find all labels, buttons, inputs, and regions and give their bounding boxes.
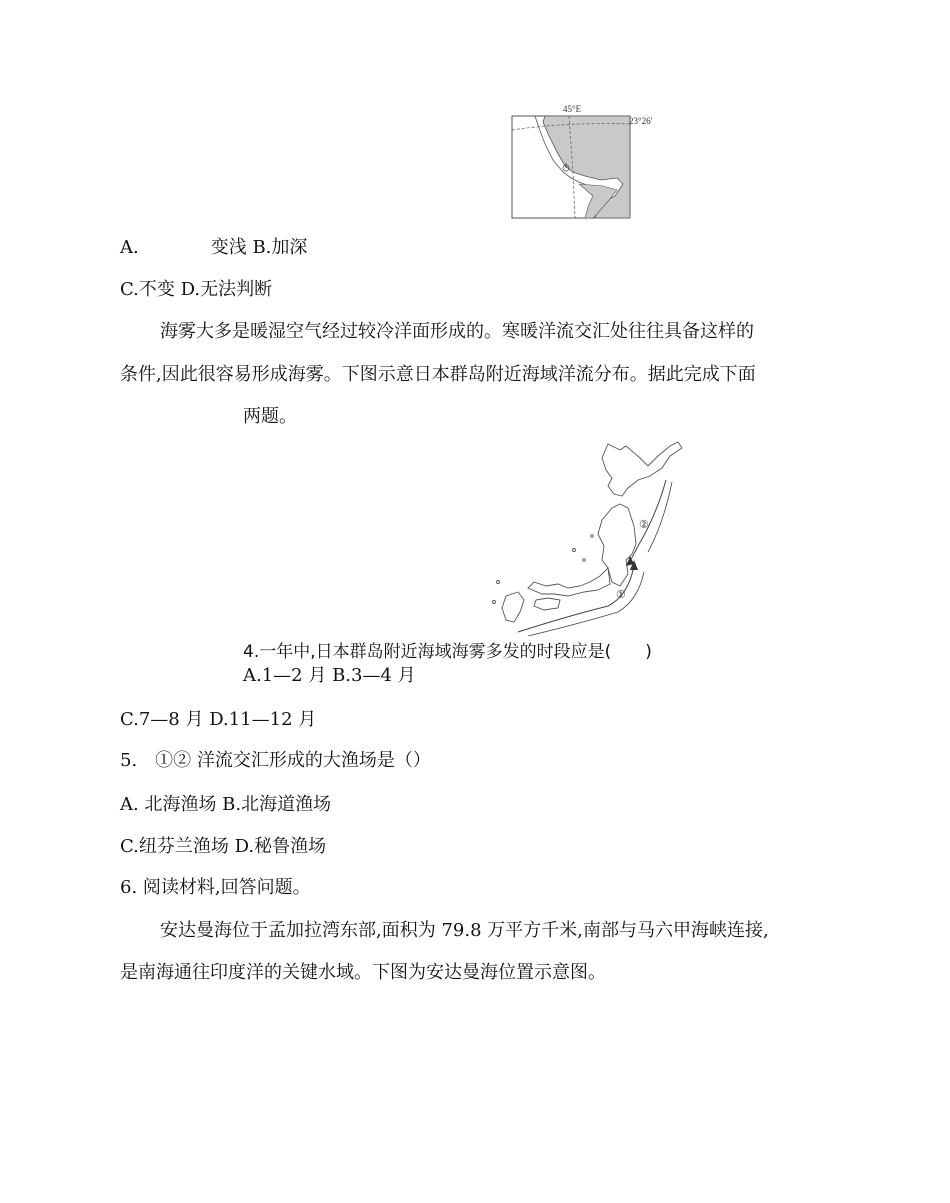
longitude-label: 45°E: [563, 104, 582, 114]
prev-question-options-ab: A. 变浅 B.加深: [120, 237, 308, 258]
question-4-options-ab: A.1—2 月 B.3—4 月: [243, 665, 416, 686]
passage-line-2: 条件,因此很容易形成海雾。下图示意日本群岛附近海域洋流分布。据此完成下面: [120, 364, 756, 385]
question-5-options-cd: C.纽芬兰渔场 D.秘鲁渔场: [120, 836, 327, 857]
question-4-stem: 4.一年中,日本群岛附近海域海雾多发的时段应是( ): [243, 642, 652, 662]
question-6-stem: 6. 阅读材料,回答问题。: [120, 877, 311, 898]
question-5-options-ab: A. 北海渔场 B.北海道渔场: [120, 794, 332, 815]
question-6-line-2: 是南海通往印度洋的关键水域。下图为安达曼海位置示意图。: [120, 962, 606, 983]
question-6-line-1: 安达曼海位于孟加拉湾东部,面积为 79.8 万平方千米,南部与马六甲海峡连接,: [160, 920, 769, 941]
passage-line-3: 两题。: [243, 406, 297, 427]
red-sea-map: [505, 104, 653, 222]
passage-line-1: 海雾大多是暖湿空气经过较冷洋面形成的。寒暖洋流交汇处往往具备这样的: [160, 321, 754, 342]
current-1-label: ①: [616, 589, 626, 601]
current-2-label: ②: [639, 519, 649, 531]
japan-currents-map-graphic: [488, 436, 693, 636]
map-marker-label: Ⅰ: [565, 162, 568, 170]
japan-currents-map: [488, 436, 693, 636]
prev-question-options-cd: C.不变 D.无法判断: [120, 279, 273, 300]
question-4-options-cd: C.7—8 月 D.11—12 月: [120, 709, 317, 730]
red-sea-map-graphic: [505, 104, 640, 222]
question-5-stem: 5. ①② 洋流交汇形成的大渔场是（）: [120, 750, 431, 771]
latitude-label: 23°26′: [629, 116, 653, 126]
